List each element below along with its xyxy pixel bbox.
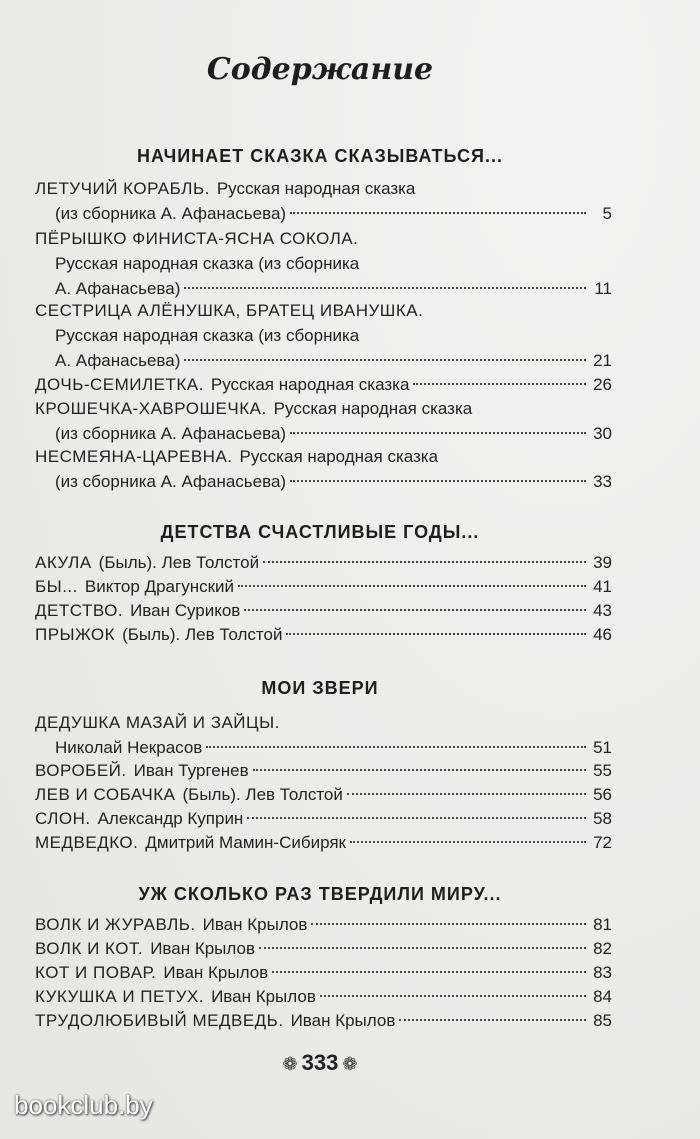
- entry-title: КУКУШКА И ПЕТУХ.: [35, 987, 205, 1006]
- toc-entry: [35, 550, 612, 575]
- entry-title: ВОЛК И КОТ.: [35, 939, 144, 958]
- section-heading: УЖ СКОЛЬКО РАЗ ТВЕРДИЛИ МИРУ...: [138, 884, 502, 904]
- toc-entry: [35, 936, 612, 961]
- toc-entry: [35, 444, 612, 494]
- section-heading: МОИ ЗВЕРИ: [261, 678, 379, 698]
- toc-entry: [35, 782, 612, 807]
- entry-title: ВОЛК И ЖУРАВЛЬ.: [35, 915, 196, 934]
- entry-title: КОТ И ПОВАР.: [35, 963, 157, 982]
- toc-entry: [35, 372, 612, 397]
- entry-title: ДЕТСТВО.: [35, 601, 124, 620]
- page-ref: 30: [593, 424, 612, 443]
- ornament-right-icon: ❁: [342, 1054, 358, 1074]
- watermark: bookclub.by: [14, 1090, 153, 1120]
- page-ref: 72: [593, 833, 612, 852]
- page-title: Содержание: [206, 52, 434, 87]
- page-ref: 43: [593, 601, 612, 620]
- page-ref: 11: [594, 279, 612, 298]
- page-number: [0, 1050, 640, 1076]
- entry-title: МЕДВЕДКО.: [35, 833, 139, 852]
- page-ref: 26: [593, 375, 612, 394]
- toc-entry: [35, 176, 612, 226]
- entry-subtitle: Иван Крылов: [211, 987, 316, 1006]
- entry-title: ДОЧЬ-СЕМИЛЕТКА.: [35, 375, 204, 394]
- toc-entry: [35, 574, 612, 599]
- toc-entry: [35, 710, 612, 760]
- entry-title: БЫ...: [35, 577, 78, 596]
- entry-title: ПРЫЖОК: [35, 625, 116, 644]
- page-ref: 41: [593, 577, 612, 596]
- entry-source: (из сборника А. Афанасьева): [55, 472, 287, 491]
- page-ref: 81: [593, 915, 612, 934]
- ornament-left-icon: ❁: [282, 1054, 298, 1074]
- entry-subtitle: Иван Тургенев: [133, 761, 249, 780]
- entry-title: ЛЕТУЧИЙ КОРАБЛЬ.: [35, 179, 210, 198]
- entry-title: СЛОН.: [35, 809, 91, 828]
- toc-entry: [35, 912, 612, 937]
- entry-title: АКУЛА: [35, 553, 92, 572]
- toc-entry: [35, 1008, 612, 1033]
- entry-subtitle: Иван Крылов: [150, 939, 256, 958]
- toc-entry: [35, 226, 612, 301]
- entry-subtitle: Русская народная сказка (из сборника: [55, 254, 360, 273]
- page-ref: 51: [593, 738, 612, 757]
- entry-title: ДЕДУШКА МАЗАЙ И ЗАЙЦЫ.: [35, 713, 280, 732]
- toc-entry: [35, 396, 612, 446]
- entry-title: СЕСТРИЦА АЛЁНУШКА, БРАТЕЦ ИВАНУШКА.: [35, 301, 424, 320]
- entry-source: А. Афанасьева): [55, 351, 181, 370]
- page-ref: 85: [593, 1011, 612, 1030]
- entry-subtitle: Николай Некрасов: [55, 738, 203, 757]
- entry-source: А. Афанасьева): [55, 279, 181, 298]
- page-ref: 83: [593, 963, 612, 982]
- entry-subtitle: Русская народная сказка: [239, 447, 439, 466]
- entry-subtitle: (Быль). Лев Толстой: [182, 785, 343, 804]
- entry-title: ЛЕВ И СОБАЧКА: [35, 785, 176, 804]
- entry-subtitle: Дмитрий Мамин-Сибиряк: [145, 833, 346, 852]
- entry-subtitle: Иван Крылов: [202, 915, 308, 934]
- entry-subtitle: Иван Крылов: [290, 1011, 396, 1030]
- toc-entry: [35, 298, 612, 373]
- entry-subtitle: Русская народная сказка (из сборника: [55, 326, 360, 345]
- entry-subtitle: (Быль). Лев Толстой: [122, 625, 283, 644]
- page-ref: 39: [593, 553, 612, 572]
- toc-entry: [35, 598, 612, 623]
- page-ref: 21: [593, 351, 612, 370]
- toc-entry: [35, 960, 612, 985]
- entry-title: НЕСМЕЯНА-ЦАРЕВНА.: [35, 447, 233, 466]
- toc-entry: [35, 758, 612, 783]
- entry-title: КРОШЕЧКА-ХАВРОШЕЧКА.: [35, 399, 267, 418]
- toc-entry: [35, 830, 612, 855]
- page-ref: 56: [593, 785, 612, 804]
- page-ref: 33: [593, 472, 612, 491]
- section-heading: НАЧИНАЕТ СКАЗКА СКАЗЫВАТЬСЯ...: [137, 146, 503, 166]
- entry-subtitle: Русская народная сказка: [273, 399, 473, 418]
- page-ref: 82: [593, 939, 612, 958]
- page-ref: 58: [593, 809, 612, 828]
- entry-source: (из сборника А. Афанасьева): [55, 204, 287, 223]
- toc-entry: [35, 806, 612, 831]
- entry-subtitle: Александр Куприн: [97, 809, 244, 828]
- toc-entry: [35, 622, 612, 647]
- toc-entry: [35, 984, 612, 1009]
- section-heading: ДЕТСТВА СЧАСТЛИВЫЕ ГОДЫ...: [160, 522, 480, 542]
- entry-subtitle: Русская народная сказка: [216, 179, 416, 198]
- entry-subtitle: (Быль). Лев Толстой: [98, 553, 260, 572]
- entry-subtitle: Виктор Драгунский: [84, 577, 235, 596]
- page-ref: 84: [593, 987, 612, 1006]
- entry-title: ВОРОБЕЙ.: [35, 761, 127, 780]
- page-ref: 55: [593, 761, 612, 780]
- entry-title: ПЁРЫШКО ФИНИСТА-ЯСНА СОКОЛА.: [35, 229, 359, 248]
- page-number-value: 333: [301, 1050, 339, 1075]
- entry-subtitle: Иван Суриков: [130, 601, 241, 620]
- entry-title: ТРУДОЛЮБИВЫЙ МЕДВЕДЬ.: [35, 1011, 284, 1030]
- entry-subtitle: Иван Крылов: [163, 963, 269, 982]
- entry-subtitle: Русская народная сказка: [210, 375, 410, 394]
- page-ref: 46: [593, 625, 612, 644]
- page-ref: 5: [602, 204, 612, 223]
- entry-source: (из сборника А. Афанасьева): [55, 424, 287, 443]
